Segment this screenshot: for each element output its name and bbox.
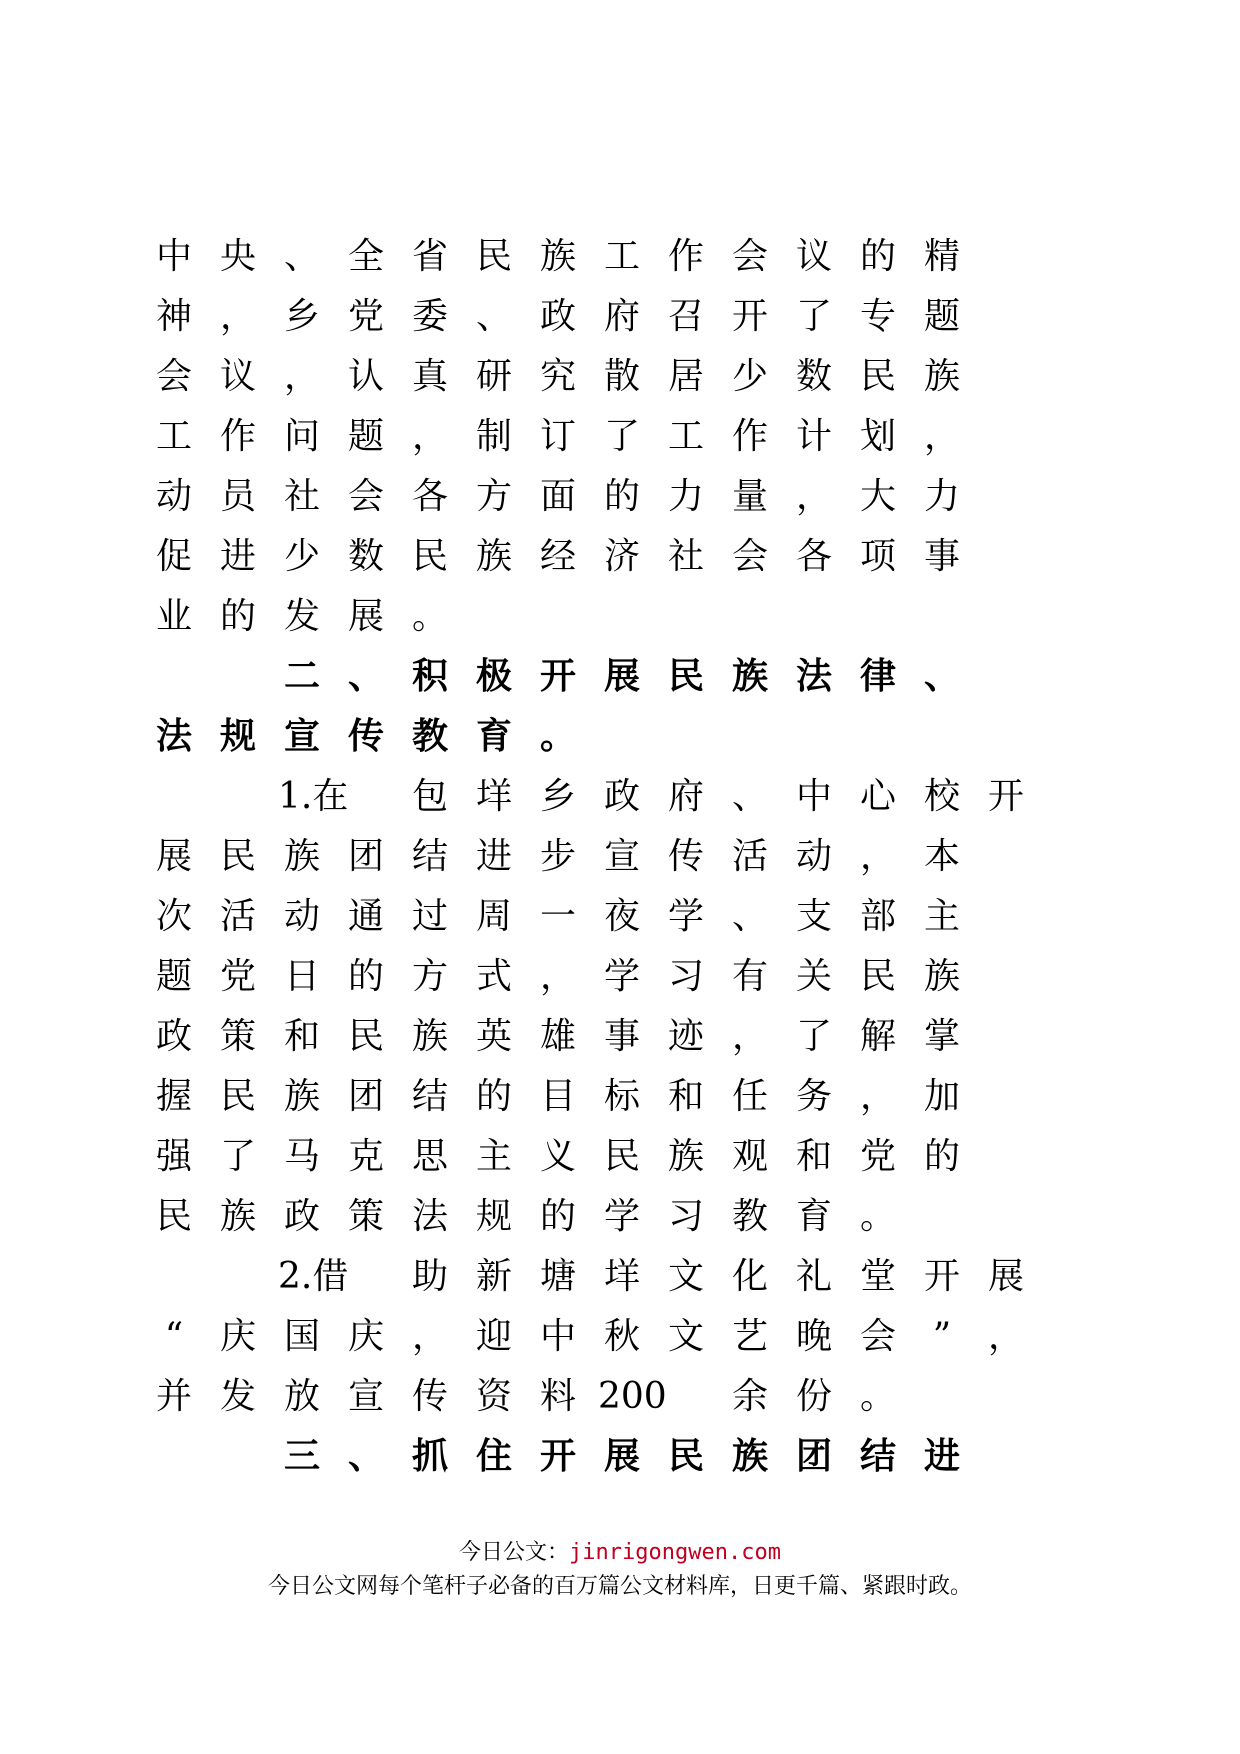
section-heading-line <box>150 647 1150 707</box>
text-char: 义 <box>539 1136 576 1177</box>
text-char: 量 <box>731 476 768 517</box>
text-char: 工 <box>667 416 704 457</box>
text-char: 神 <box>155 296 192 337</box>
text-char: ， <box>411 1316 448 1357</box>
text-char: 济 <box>603 536 640 577</box>
text-char: ， <box>859 1076 896 1117</box>
text-char: 民 <box>411 536 448 577</box>
text-char: 制 <box>475 416 512 457</box>
text-char: 育 <box>795 1196 832 1237</box>
text-char: 居 <box>667 356 704 397</box>
text-char: 全 <box>347 236 384 277</box>
text-char: 员 <box>219 476 256 517</box>
text-char: 散 <box>603 356 640 397</box>
paragraph-line <box>150 527 1150 587</box>
text-char: 中 <box>539 1316 576 1357</box>
text-char: 团 <box>347 836 384 877</box>
text-char: 团 <box>347 1076 384 1117</box>
text-char: 教 <box>731 1196 768 1237</box>
text-char: 题 <box>347 416 384 457</box>
text-char: 真 <box>411 356 448 397</box>
text-char: 少 <box>731 356 768 397</box>
text-char: 务 <box>795 1076 832 1117</box>
text-char: 展 <box>603 656 640 697</box>
text-char: 工 <box>603 236 640 277</box>
text-char: 余 <box>731 1376 768 1417</box>
text-char: 的 <box>923 1136 960 1177</box>
text-char: 力 <box>923 476 960 517</box>
text-char: 开 <box>731 296 768 337</box>
text-char: ， <box>219 296 256 337</box>
paragraph-line <box>150 1127 1150 1187</box>
text-char: 学 <box>603 956 640 997</box>
paragraph-line <box>150 1367 1150 1427</box>
text-char: 规 <box>475 1196 512 1237</box>
text-char: 的 <box>475 1076 512 1117</box>
paragraph-line <box>150 287 1150 347</box>
text-char: 少 <box>283 536 320 577</box>
text-char: 了 <box>603 416 640 457</box>
text-char: 府 <box>667 776 704 817</box>
text-char: 族 <box>923 356 960 397</box>
text-char: 了 <box>795 296 832 337</box>
text-char: 展 <box>987 1256 1024 1297</box>
text-char: 召 <box>667 296 704 337</box>
text-char: 宣 <box>603 836 640 877</box>
text-char: 思 <box>411 1136 448 1177</box>
text-char: 事 <box>923 536 960 577</box>
text-char: 关 <box>795 956 832 997</box>
text-char: 校 <box>923 776 960 817</box>
text-char: 规 <box>219 716 256 757</box>
text-char: 方 <box>475 476 512 517</box>
footer-tagline: 今日公文网每个笔杆子必备的百万篇公文材料库，日更千篇、紧跟时政。 <box>267 1574 972 1599</box>
text-char: 教 <box>411 716 448 757</box>
paragraph-line <box>150 347 1150 407</box>
text-char: 事 <box>603 1016 640 1057</box>
text-char: 掌 <box>923 1016 960 1057</box>
footer-site-link[interactable]: jinrigongwen.com <box>569 1540 781 1565</box>
text-char: 过 <box>411 896 448 937</box>
text-char: 政 <box>539 296 576 337</box>
text-char: 料 <box>539 1376 576 1417</box>
text-char: 塘 <box>539 1256 576 1297</box>
text-char: 礼 <box>795 1256 832 1297</box>
text-char: 党 <box>859 1136 896 1177</box>
text-char: 任 <box>731 1076 768 1117</box>
text-char: 国 <box>283 1316 320 1357</box>
text-char: 助 <box>411 1256 448 1297</box>
paragraph-line <box>150 887 1150 947</box>
text-char: 作 <box>731 416 768 457</box>
text-char: 结 <box>859 1436 896 1477</box>
text-char: 社 <box>283 476 320 517</box>
text-char: 二 <box>283 656 320 697</box>
text-char: 部 <box>859 896 896 937</box>
paragraph-line <box>150 1247 1150 1307</box>
text-char: 族 <box>539 236 576 277</box>
text-char: 族 <box>219 1196 256 1237</box>
text-char: 握 <box>155 1076 192 1117</box>
text-char: 发 <box>283 596 320 637</box>
text-char: 方 <box>411 956 448 997</box>
text-char: 三 <box>283 1436 320 1477</box>
text-char: 一 <box>539 896 576 937</box>
text-char: 庆 <box>347 1316 384 1357</box>
text-char: 政 <box>603 776 640 817</box>
text-char: 大 <box>859 476 896 517</box>
text-char: 。 <box>859 1376 896 1417</box>
text-char: 议 <box>219 356 256 397</box>
paragraph-line <box>150 587 1150 647</box>
text-char: 进 <box>475 836 512 877</box>
text-char: 加 <box>923 1076 960 1117</box>
text-char: 认 <box>347 356 384 397</box>
text-char: 放 <box>283 1376 320 1417</box>
text-char: 计 <box>795 416 832 457</box>
text-char: 族 <box>923 956 960 997</box>
text-char: 传 <box>347 716 384 757</box>
text-char: 200 <box>598 1376 667 1417</box>
section-heading-line <box>150 707 1150 767</box>
text-char: 法 <box>155 716 192 757</box>
text-char: 份 <box>795 1376 832 1417</box>
text-char: 精 <box>923 236 960 277</box>
text-char: 传 <box>411 1376 448 1417</box>
text-char: 、 <box>283 236 320 277</box>
paragraph-line <box>150 1187 1150 1247</box>
text-char: 本 <box>923 836 960 877</box>
text-char: 步 <box>539 836 576 877</box>
text-char: 展 <box>155 836 192 877</box>
text-char: 政 <box>155 1016 192 1057</box>
text-char: 有 <box>731 956 768 997</box>
text-char: 工 <box>155 416 192 457</box>
text-char: 民 <box>603 1136 640 1177</box>
text-char: 议 <box>795 236 832 277</box>
text-char: 展 <box>603 1436 640 1477</box>
text-char: 中 <box>795 776 832 817</box>
text-char: ， <box>283 356 320 397</box>
text-char: 开 <box>923 1256 960 1297</box>
document-body <box>150 227 1150 1487</box>
text-char: 晚 <box>795 1316 832 1357</box>
paragraph-line <box>150 227 1150 287</box>
text-char: 动 <box>283 896 320 937</box>
text-char: 主 <box>475 1136 512 1177</box>
text-char: 进 <box>219 536 256 577</box>
text-char: 族 <box>411 1016 448 1057</box>
paragraph-line <box>150 1307 1150 1367</box>
paragraph-line <box>150 407 1150 467</box>
text-char: 包 <box>411 776 448 817</box>
text-char: 民 <box>859 956 896 997</box>
text-char: 面 <box>539 476 576 517</box>
text-char: ” <box>932 1316 952 1357</box>
text-char: 夜 <box>603 896 640 937</box>
text-char: 社 <box>667 536 704 577</box>
text-char: 民 <box>475 236 512 277</box>
text-char: 标 <box>603 1076 640 1117</box>
text-char: 迹 <box>667 1016 704 1057</box>
text-char: 主 <box>923 896 960 937</box>
text-char: 的 <box>539 1196 576 1237</box>
text-char: 数 <box>795 356 832 397</box>
text-char: 专 <box>859 296 896 337</box>
text-char: 、 <box>347 656 384 697</box>
text-char: 开 <box>539 656 576 697</box>
text-char: 庆 <box>219 1316 256 1357</box>
text-char: 活 <box>731 836 768 877</box>
text-char: 党 <box>347 296 384 337</box>
text-char: 究 <box>539 356 576 397</box>
text-char: 。 <box>539 716 576 757</box>
text-char: ， <box>859 836 896 877</box>
text-char: ， <box>795 476 832 517</box>
text-char: “ <box>164 1316 184 1357</box>
text-char: 委 <box>411 296 448 337</box>
text-char: 克 <box>347 1136 384 1177</box>
text-char: 2.借 <box>278 1256 349 1297</box>
text-char: 民 <box>219 836 256 877</box>
text-char: 各 <box>795 536 832 577</box>
text-char: 育 <box>475 716 512 757</box>
text-char: 法 <box>795 656 832 697</box>
text-char: 、 <box>731 776 768 817</box>
text-char: 乡 <box>283 296 320 337</box>
text-char: 府 <box>603 296 640 337</box>
text-char: 央 <box>219 236 256 277</box>
text-char: 抓 <box>411 1436 448 1477</box>
text-char: 秋 <box>603 1316 640 1357</box>
text-char: 垟 <box>603 1256 640 1297</box>
paragraph-line <box>150 767 1150 827</box>
text-char: 马 <box>283 1136 320 1177</box>
text-char: 会 <box>155 356 192 397</box>
text-char: 式 <box>475 956 512 997</box>
text-char: 心 <box>859 776 896 817</box>
section-heading-line <box>150 1427 1150 1487</box>
text-char: 新 <box>475 1256 512 1297</box>
text-char: 1.在 <box>278 776 349 817</box>
text-char: 。 <box>411 596 448 637</box>
paragraph-line <box>150 947 1150 1007</box>
text-char: 艺 <box>731 1316 768 1357</box>
text-char: 发 <box>219 1376 256 1417</box>
text-char: 习 <box>667 1196 704 1237</box>
text-char: 周 <box>475 896 512 937</box>
text-char: 文 <box>667 1256 704 1297</box>
text-char: 住 <box>475 1436 512 1477</box>
text-char: 律 <box>859 656 896 697</box>
footer <box>0 1536 1240 1604</box>
text-char: 观 <box>731 1136 768 1177</box>
text-char: 传 <box>667 836 704 877</box>
paragraph-line <box>150 1007 1150 1067</box>
text-char: 业 <box>155 596 192 637</box>
text-char: 和 <box>667 1076 704 1117</box>
text-char: 的 <box>859 236 896 277</box>
paragraph-line <box>150 1067 1150 1127</box>
text-char: 强 <box>155 1136 192 1177</box>
text-char: 民 <box>667 1436 704 1477</box>
text-char: 结 <box>411 836 448 877</box>
text-char: 作 <box>219 416 256 457</box>
text-char: 、 <box>347 1436 384 1477</box>
text-char: 宣 <box>283 716 320 757</box>
text-char: 策 <box>219 1016 256 1057</box>
text-char: ， <box>411 416 448 457</box>
text-char: 族 <box>283 836 320 877</box>
text-char: 会 <box>731 536 768 577</box>
text-char: 支 <box>795 896 832 937</box>
footer-site-row <box>0 1536 1240 1570</box>
text-char: 族 <box>283 1076 320 1117</box>
text-char: 划 <box>859 416 896 457</box>
text-char: 民 <box>667 656 704 697</box>
text-char: 垟 <box>475 776 512 817</box>
text-char: 开 <box>539 1436 576 1477</box>
text-char: 化 <box>731 1256 768 1297</box>
paragraph-line <box>150 467 1150 527</box>
text-char: 雄 <box>539 1016 576 1057</box>
text-char: 策 <box>347 1196 384 1237</box>
paragraph-line <box>150 827 1150 887</box>
text-char: 各 <box>411 476 448 517</box>
text-char: 促 <box>155 536 192 577</box>
text-char: 学 <box>603 1196 640 1237</box>
text-char: 结 <box>411 1076 448 1117</box>
text-char: 极 <box>475 656 512 697</box>
text-char: 宣 <box>347 1376 384 1417</box>
text-char: 订 <box>539 416 576 457</box>
text-char: ， <box>923 416 960 457</box>
text-char: 堂 <box>859 1256 896 1297</box>
text-char: 研 <box>475 356 512 397</box>
text-char: 数 <box>347 536 384 577</box>
text-char: 了 <box>219 1136 256 1177</box>
text-char: 和 <box>283 1016 320 1057</box>
text-char: 作 <box>667 236 704 277</box>
text-char: 团 <box>795 1436 832 1477</box>
text-char: 会 <box>731 236 768 277</box>
text-char: 党 <box>219 956 256 997</box>
text-char: 积 <box>411 656 448 697</box>
text-char: 力 <box>667 476 704 517</box>
text-char: ， <box>731 1016 768 1057</box>
text-char: 迎 <box>475 1316 512 1357</box>
text-char: 题 <box>155 956 192 997</box>
text-char: 的 <box>219 596 256 637</box>
text-char: 会 <box>859 1316 896 1357</box>
text-char: 进 <box>923 1436 960 1477</box>
text-char: 学 <box>667 896 704 937</box>
text-char: 民 <box>859 356 896 397</box>
footer-site-label: 今日公文： <box>459 1540 570 1565</box>
text-char: 并 <box>155 1376 192 1417</box>
text-char: 族 <box>475 536 512 577</box>
text-char: 资 <box>475 1376 512 1417</box>
text-char: 通 <box>347 896 384 937</box>
text-char: 英 <box>475 1016 512 1057</box>
text-char: 活 <box>219 896 256 937</box>
text-char: 和 <box>795 1136 832 1177</box>
text-char: 。 <box>859 1196 896 1237</box>
text-char: 会 <box>347 476 384 517</box>
text-char: 民 <box>347 1016 384 1057</box>
text-char: 日 <box>283 956 320 997</box>
text-char: 展 <box>347 596 384 637</box>
text-char: 动 <box>795 836 832 877</box>
text-char: 法 <box>411 1196 448 1237</box>
text-char: 题 <box>923 296 960 337</box>
text-char: 族 <box>731 1436 768 1477</box>
text-char: 了 <box>795 1016 832 1057</box>
text-char: 问 <box>283 416 320 457</box>
text-char: 动 <box>155 476 192 517</box>
text-char: 文 <box>667 1316 704 1357</box>
text-char: ， <box>987 1316 1024 1357</box>
text-char: 的 <box>603 476 640 517</box>
text-char: 项 <box>859 536 896 577</box>
text-char: 族 <box>667 1136 704 1177</box>
text-char: ， <box>539 956 576 997</box>
text-char: 族 <box>731 656 768 697</box>
text-char: 中 <box>155 236 192 277</box>
text-char: 民 <box>219 1076 256 1117</box>
text-char: 、 <box>923 656 960 697</box>
text-char: 开 <box>987 776 1024 817</box>
text-char: 习 <box>667 956 704 997</box>
text-char: 省 <box>411 236 448 277</box>
text-char: 民 <box>155 1196 192 1237</box>
text-char: 经 <box>539 536 576 577</box>
text-char: 的 <box>347 956 384 997</box>
text-char: 解 <box>859 1016 896 1057</box>
text-char: 目 <box>539 1076 576 1117</box>
text-char: 、 <box>475 296 512 337</box>
text-char: 、 <box>731 896 768 937</box>
text-char: 政 <box>283 1196 320 1237</box>
text-char: 次 <box>155 896 192 937</box>
text-char: 乡 <box>539 776 576 817</box>
